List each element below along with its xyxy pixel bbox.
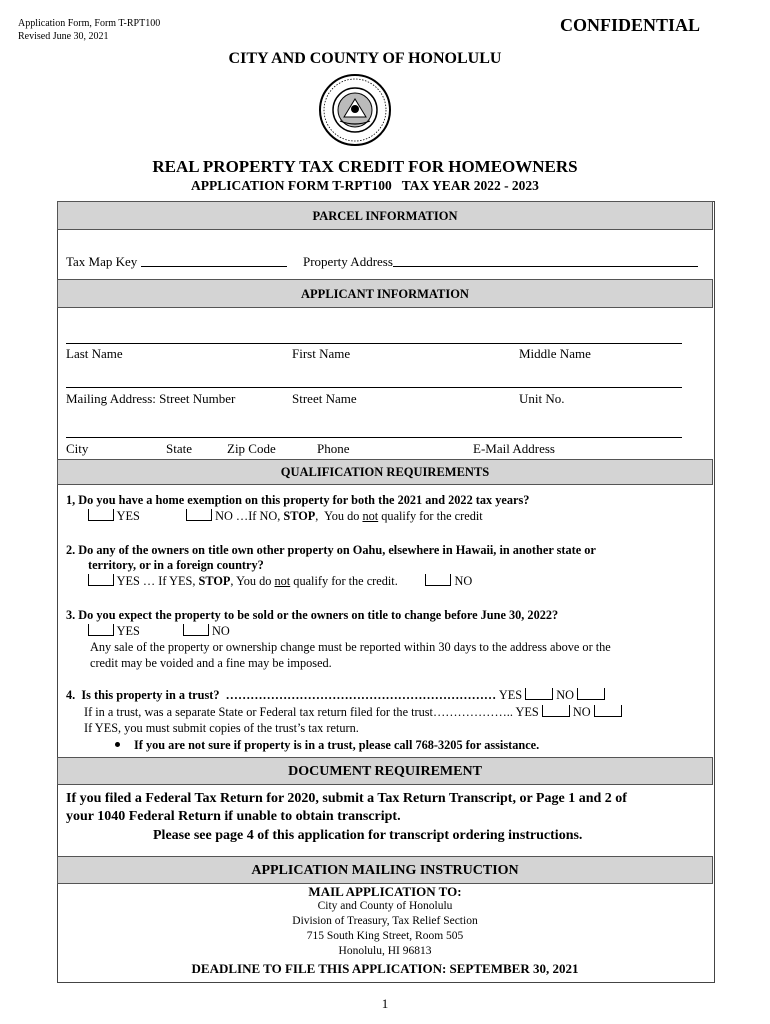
question-2: 2. Do any of the owners on title own other property on Oahu, elsewhere in Hawaii, in another state or: [66, 543, 596, 557]
name-field[interactable]: [66, 343, 682, 344]
last-name-label: Last Name: [66, 346, 123, 361]
document-line-3: Please see page 4 of this application for transcript ordering instructions.: [153, 828, 583, 843]
question-2-options: YES … If YES, STOP, You do not qualify for the credit. NO: [88, 574, 472, 589]
q2-yes-checkbox[interactable]: [88, 574, 114, 586]
city-seal-icon: [318, 73, 392, 147]
property-address-label: Property Address: [303, 254, 698, 270]
contact-field[interactable]: [66, 437, 682, 438]
q4b-yes-checkbox[interactable]: [542, 705, 570, 717]
q4-no-checkbox[interactable]: [577, 688, 605, 700]
form-title: REAL PROPERTY TAX CREDIT FOR HOMEOWNERS: [152, 157, 578, 176]
question-3-note-2: credit may be voided and a fine may be imposed.: [90, 656, 332, 670]
address-line-1: City and County of Honolulu: [317, 900, 453, 912]
form-number: Application Form, Form T-RPT100: [18, 18, 161, 29]
unit-number-label: Unit No.: [519, 391, 565, 406]
tax-map-key-field[interactable]: [141, 266, 287, 267]
question-3: 3. Do you expect the property to be sold or the owners on title to change before June 30, 2022?: [66, 608, 559, 622]
city-title: CITY AND COUNTY OF HONOLULU: [228, 50, 502, 67]
mailing-address-field[interactable]: [66, 387, 682, 388]
applicant-heading: APPLICANT INFORMATION: [57, 279, 713, 308]
q1-yes-checkbox[interactable]: [88, 509, 114, 521]
mailing-heading: APPLICATION MAILING INSTRUCTION: [57, 856, 713, 884]
document-line-2: your 1040 Federal Return if unable to obtain transcript.: [66, 809, 401, 824]
q4-yes-checkbox[interactable]: [525, 688, 553, 700]
question-4-trust-return: If in a trust, was a separate State or Federal tax return filed for the trust……………….. YES NO: [84, 705, 622, 720]
tax-map-key-label: Tax Map Key: [66, 254, 287, 270]
qualification-heading: QUALIFICATION REQUIREMENTS: [57, 459, 713, 485]
form-subtitle: APPLICATION FORM T-RPT100 TAX YEAR 2022 - 2023: [191, 178, 539, 193]
q1-no-checkbox[interactable]: [186, 509, 212, 521]
question-1-options: YES NO …If NO, STOP, You do not qualify for the credit: [88, 509, 483, 524]
city-label: City: [66, 441, 89, 456]
question-4: 4. Is this property in a trust? ………………………………………………………… YES NO: [66, 688, 605, 703]
email-label: E-Mail Address: [473, 441, 555, 456]
q3-yes-checkbox[interactable]: [88, 624, 114, 636]
revision-date: Revised June 30, 2021: [18, 31, 109, 42]
q4b-no-checkbox[interactable]: [594, 705, 622, 717]
mail-to-label: MAIL APPLICATION TO:: [308, 884, 462, 899]
question-2-cont: territory, or in a foreign country?: [88, 558, 264, 572]
middle-name-label: Middle Name: [519, 346, 591, 361]
parcel-heading: PARCEL INFORMATION: [57, 201, 713, 230]
phone-label: Phone: [317, 441, 350, 456]
confidential-label: CONFIDENTIAL: [560, 15, 701, 35]
address-line-3: 715 South King Street, Room 505: [306, 930, 464, 942]
question-1: 1, Do you have a home exemption on this property for both the 2021 and 2022 tax years?: [66, 493, 530, 507]
question-4-note: If YES, you must submit copies of the trust’s tax return.: [84, 721, 359, 735]
bullet-icon: [115, 742, 120, 747]
q2-no-checkbox[interactable]: [425, 574, 451, 586]
zip-code-label: Zip Code: [227, 441, 276, 456]
document-line-1: If you filed a Federal Tax Return for 2020, submit a Tax Return Transcript, or Page 1 and 2 of: [66, 791, 627, 806]
first-name-label: First Name: [292, 346, 351, 361]
state-label: State: [166, 441, 192, 456]
question-3-options: YES NO: [88, 624, 230, 639]
question-4-assistance: If you are not sure if property is in a trust, please call 768-3205 for assistance.: [115, 738, 539, 753]
property-address-field[interactable]: [393, 266, 698, 267]
question-3-note-1: Any sale of the property or ownership change must be reported within 30 days to the address above or the: [90, 640, 611, 654]
deadline: DEADLINE TO FILE THIS APPLICATION: SEPTEMBER 30, 2021: [191, 961, 579, 976]
street-name-label: Street Name: [292, 391, 357, 406]
q3-no-checkbox[interactable]: [183, 624, 209, 636]
address-line-2: Division of Treasury, Tax Relief Section: [292, 915, 478, 927]
page-number: 1: [381, 996, 389, 1011]
address-line-4: Honolulu, HI 96813: [338, 945, 432, 957]
street-number-label: Mailing Address: Street Number: [66, 391, 236, 406]
document-heading: DOCUMENT REQUIREMENT: [57, 757, 713, 785]
